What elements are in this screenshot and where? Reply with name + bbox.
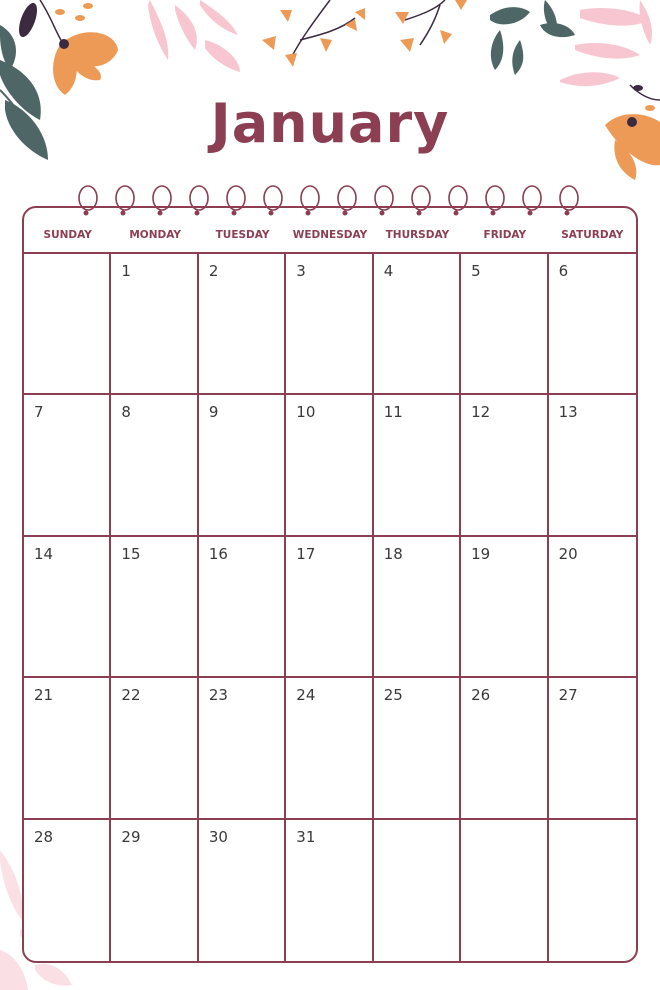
day-cell [111, 395, 198, 536]
weekday-thursday: THURSDAY [385, 229, 450, 241]
day-cell [24, 820, 111, 961]
day-cell [286, 537, 373, 678]
day-cell [199, 678, 286, 819]
weekday-wednesday: WEDNESDAY [292, 229, 368, 241]
day-number: 20 [558, 544, 578, 563]
day-number: 14 [34, 544, 54, 563]
day-number: 7 [34, 403, 44, 422]
day-cell [286, 395, 373, 536]
day-number: 30 [208, 827, 228, 846]
day-cell [111, 537, 198, 678]
day-cell [111, 254, 198, 395]
day-cell [549, 537, 636, 678]
month-title: January [210, 92, 450, 155]
day-number: 17 [296, 544, 316, 563]
day-cell [461, 395, 548, 536]
day-number: 23 [208, 686, 228, 705]
day-number: 25 [383, 686, 403, 705]
day-cell [549, 678, 636, 819]
day-number: 21 [34, 686, 54, 705]
weekday-monday: MONDAY [129, 229, 181, 241]
day-number: 4 [383, 262, 394, 280]
day-number: 5 [471, 262, 481, 280]
day-cell [549, 395, 636, 536]
day-number: 9 [208, 403, 219, 422]
day-cell [374, 254, 461, 395]
day-number: 28 [34, 827, 54, 846]
day-cell [374, 395, 461, 536]
day-cell [199, 395, 286, 536]
day-number: 24 [296, 686, 316, 705]
day-number: 16 [208, 544, 228, 563]
day-number: 19 [471, 544, 491, 563]
day-number: 13 [558, 403, 578, 422]
day-cell [286, 678, 373, 819]
day-number: 3 [296, 262, 306, 280]
day-number: 31 [296, 827, 316, 846]
weekday-tuesday: TUESDAY [215, 229, 270, 241]
day-number: 10 [296, 403, 316, 422]
day-number: 1 [121, 262, 131, 280]
day-cell [24, 254, 111, 395]
day-cell [199, 254, 286, 395]
day-number: 27 [558, 686, 578, 705]
day-cell [111, 678, 198, 819]
day-number: 2 [208, 262, 219, 280]
weekday-friday: FRIDAY [483, 229, 527, 241]
day-cell [549, 254, 636, 395]
day-number: 8 [121, 403, 131, 422]
day-number: 15 [121, 544, 141, 563]
day-cell [461, 537, 548, 678]
day-number: 22 [121, 686, 141, 705]
weekday-sunday: SUNDAY [43, 229, 92, 241]
day-cell [24, 678, 111, 819]
day-cell [549, 820, 636, 961]
day-cell [461, 678, 548, 819]
day-cell [24, 537, 111, 678]
day-number: 26 [471, 686, 491, 705]
day-cell [461, 254, 548, 395]
day-cell [374, 678, 461, 819]
day-cell [461, 820, 548, 961]
calendar-grid [22, 206, 638, 963]
day-number: 6 [558, 262, 569, 280]
day-cell [199, 820, 286, 961]
day-cell [199, 537, 286, 678]
day-grid [24, 254, 636, 961]
day-cell [24, 395, 111, 536]
day-number: 12 [471, 403, 491, 422]
day-number: 11 [383, 403, 403, 422]
day-cell [374, 820, 461, 961]
day-cell [286, 254, 373, 395]
day-cell [374, 537, 461, 678]
day-number: 18 [383, 544, 403, 563]
weekday-header-row [24, 208, 636, 254]
day-number: 29 [121, 827, 141, 846]
day-cell [286, 820, 373, 961]
day-cell [111, 820, 198, 961]
weekday-saturday: SATURDAY [561, 229, 624, 241]
